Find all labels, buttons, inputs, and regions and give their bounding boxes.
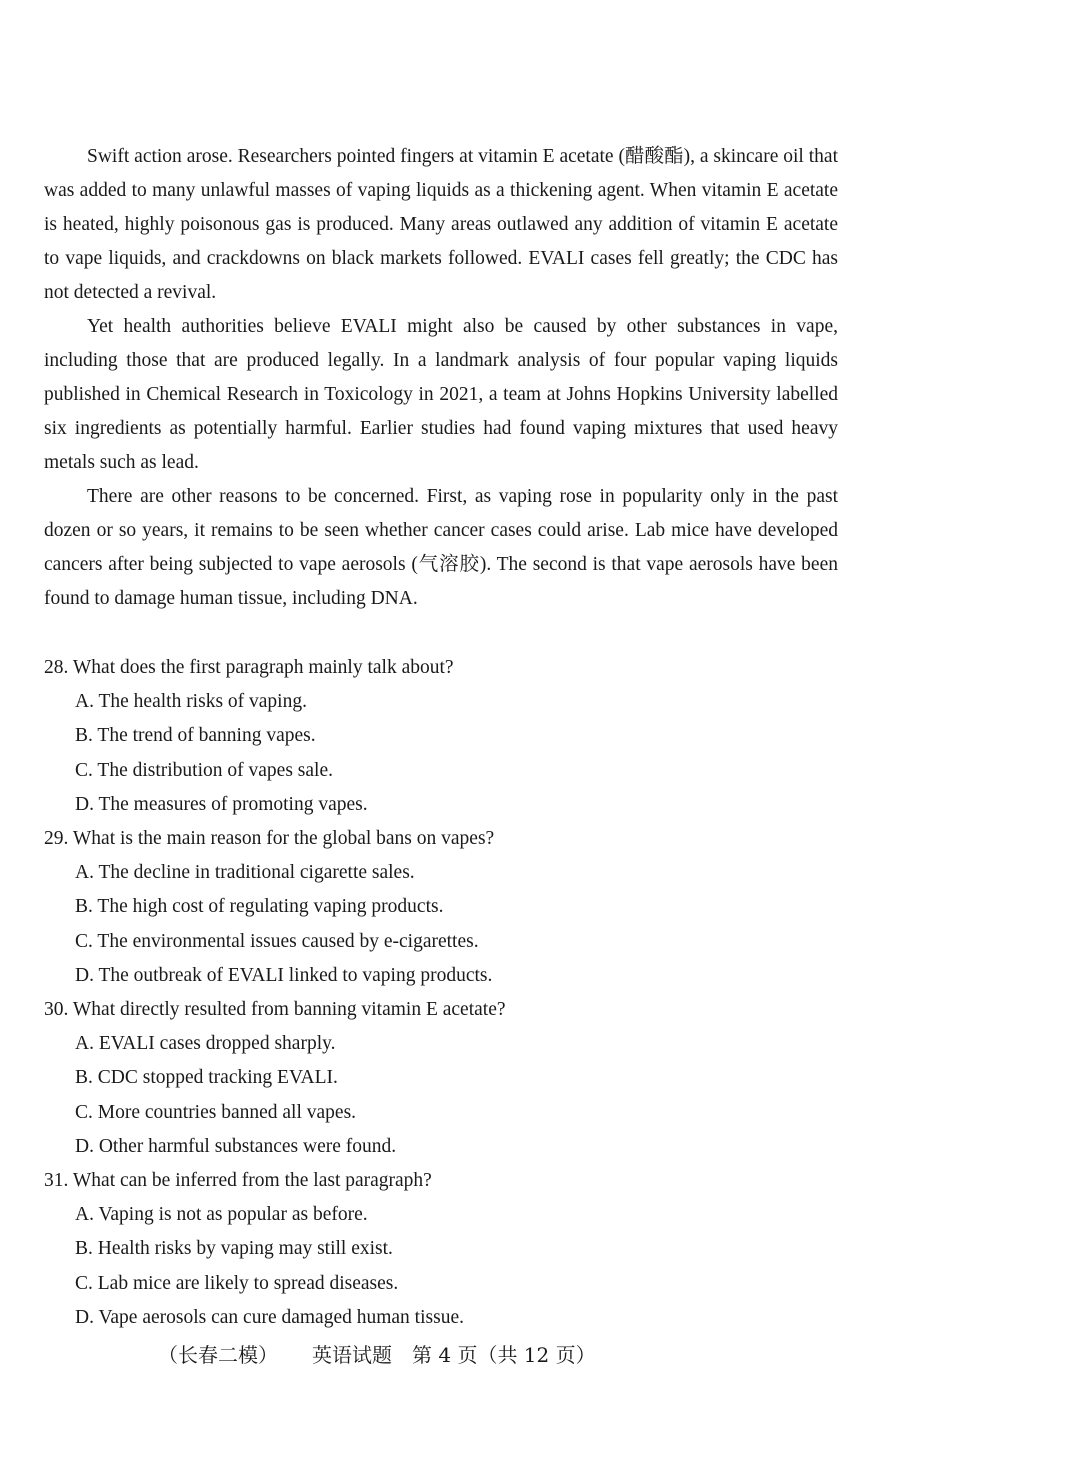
reading-passage xyxy=(44,140,838,616)
question-30 xyxy=(44,993,838,1164)
option-d: D. The outbreak of EVALI linked to vaping products. xyxy=(75,964,493,986)
passage-paragraph: Swift action arose. Researchers pointed fingers at vitamin E acetate (醋酸酯), a skincare oil that was added to many unlawful masses of vaping liquids as a thickening agent. When vitamin E acetate is heated, highly poisonous gas is produced. Many areas outlawed any addition of vitamin E acetate to vape liquids, and crackdowns on black markets followed. EVALI cases fell greatly; the CDC has not detected a revival. xyxy=(44,146,838,303)
question-28 xyxy=(44,651,838,822)
question-29 xyxy=(44,822,838,993)
option-a: A. EVALI cases dropped sharply. xyxy=(75,1033,336,1055)
footer-exam-name: （长春二模） xyxy=(158,1343,278,1367)
question-list xyxy=(44,651,838,1335)
option-b: B. The trend of banning vapes. xyxy=(75,725,316,747)
passage-paragraph: Yet health authorities believe EVALI might also be caused by other substances in vape, including those that are produced legally. In a landmark analysis of four popular vaping liquids published in Chemical Research in Toxicology in 2021, a team at Johns Hopkins University labelled six ingredients as potentially harmful. Earlier studies had found vaping mixtures that used heavy metals such as lead. xyxy=(44,316,838,473)
footer-page-info: 第 4 页（共 12 页） xyxy=(412,1343,596,1367)
footer-subject: 英语试题 xyxy=(312,1343,392,1367)
option-c: C. The distribution of vapes sale. xyxy=(75,759,333,781)
option-b: B. Health risks by vaping may still exist. xyxy=(75,1238,393,1260)
question-stem: 28. What does the first paragraph mainly talk about? xyxy=(44,657,454,678)
option-b: B. The high cost of regulating vaping products. xyxy=(75,896,444,918)
option-a: A. The decline in traditional cigarette sales. xyxy=(75,862,415,884)
option-a: A. Vaping is not as popular as before. xyxy=(75,1204,368,1226)
option-d: D. Other harmful substances were found. xyxy=(75,1135,397,1157)
option-c: C. More countries banned all vapes. xyxy=(75,1101,357,1123)
passage-paragraph: There are other reasons to be concerned. First, as vaping rose in popularity only in the past dozen or so years, it remains to be seen whether cancer cases could arise. Lab mice have developed cancers after being subjected to vape aerosols (气溶胶). The second is that vape aerosols have been found to damage human tissue, including DNA. xyxy=(44,486,838,609)
question-stem: 29. What is the main reason for the global bans on vapes? xyxy=(44,828,495,850)
option-b: B. CDC stopped tracking EVALI. xyxy=(75,1067,338,1089)
page-footer xyxy=(158,1340,596,1370)
option-a: A. The health risks of vaping. xyxy=(75,691,307,713)
option-d: D. The measures of promoting vapes. xyxy=(75,793,368,815)
option-c: C. Lab mice are likely to spread diseases. xyxy=(75,1272,399,1294)
question-stem: 30. What directly resulted from banning vitamin E acetate? xyxy=(44,999,506,1021)
option-d: D. Vape aerosols can cure damaged human tissue. xyxy=(75,1306,464,1328)
question-stem: 31. What can be inferred from the last paragraph? xyxy=(44,1170,432,1192)
question-31 xyxy=(44,1164,838,1335)
option-c: C. The environmental issues caused by e-cigarettes. xyxy=(75,930,479,952)
